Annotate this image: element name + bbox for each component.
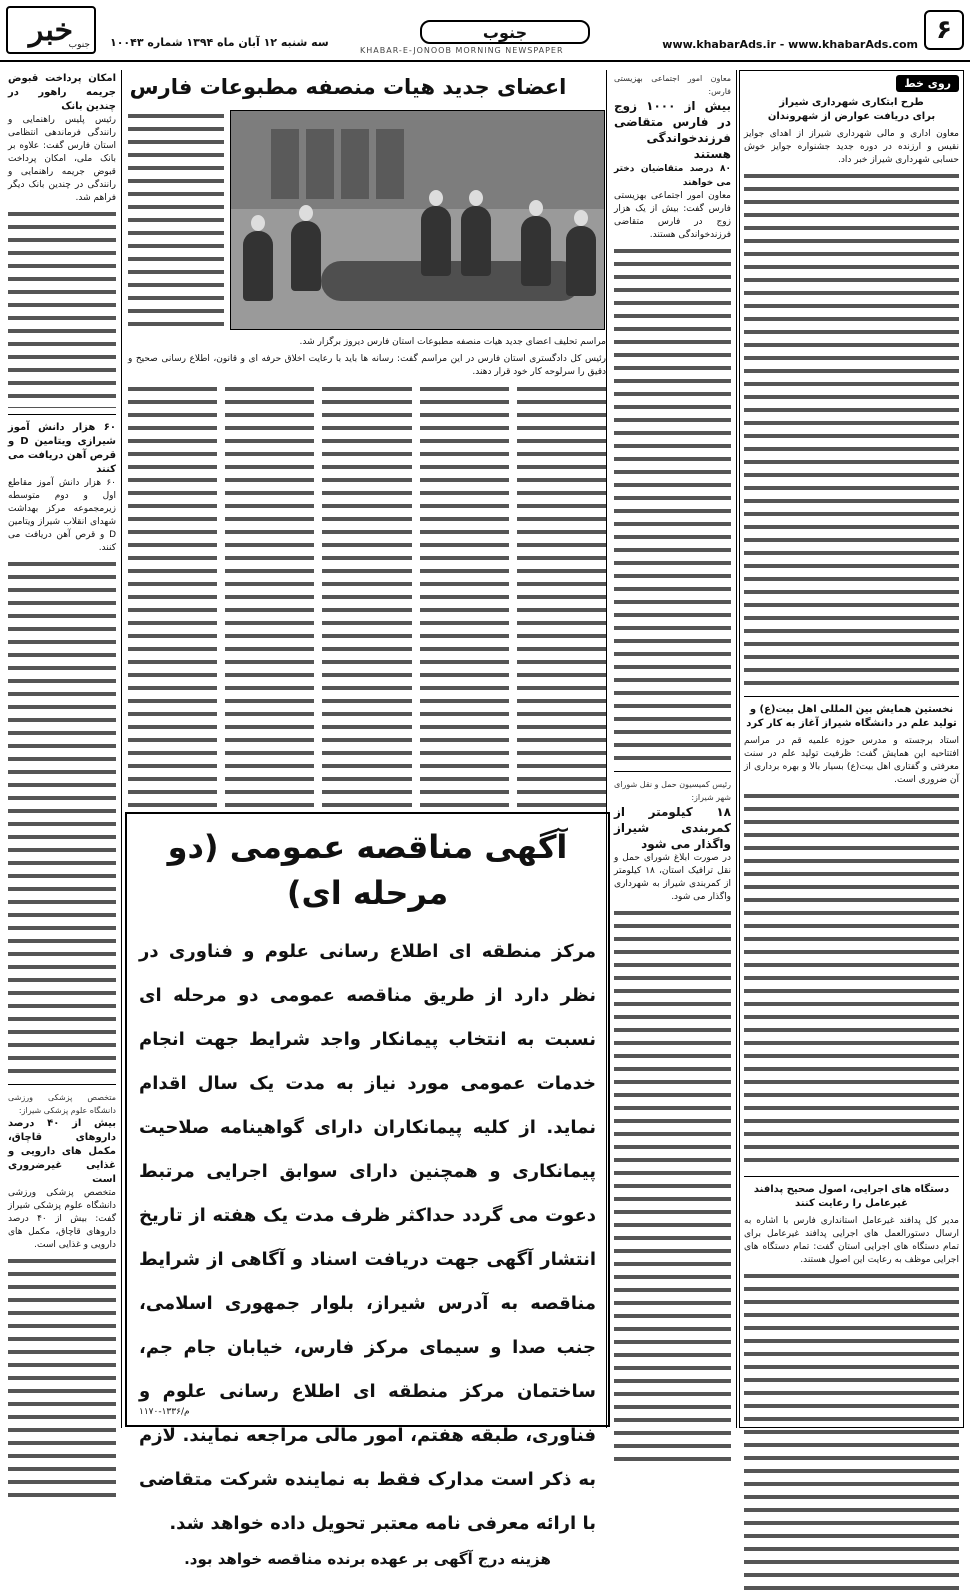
issue-date: سه شنبه ۱۲ آبان ماه ۱۳۹۴ شماره ۱۰۰۴۳ xyxy=(110,36,329,49)
left-story3-lead: متخصص پزشکی ورزشی دانشگاه علوم پزشکی شیراز گفت: بیش از ۴۰ درصد داروهای قاچاق، مکمل های دارویی و غذایی است. xyxy=(8,1188,116,1250)
story-lead: معاون امور اجتماعی بهزیستی فارس گفت: بیش از یک هزار زوج در فارس متقاضی فرزندخواندگی هستند. xyxy=(614,191,731,240)
story2-lead: در صورت ابلاغ شورای حمل و نقل ترافیک استان، ۱۸ کیلومتر از کمربندی شیراز به شهرداری واگذار می شود. xyxy=(614,853,731,902)
divider xyxy=(614,771,731,772)
left-story1-lead: رئیس پلیس راهنمایی و رانندگی فرماندهی انتظامی استان فارس گفت: علاوه بر بانک ملی، امکان پرداخت قبوض جریمه راهنمایی و رانندگی در چندین بانک دیگر فراهم شد. xyxy=(8,115,116,203)
logo-text: خبر xyxy=(28,12,74,48)
logo-subtext: جنوب xyxy=(68,40,90,50)
left-column xyxy=(6,70,118,1428)
column-rule xyxy=(121,70,122,1428)
left-story2-lead: ۶۰ هزار دانش آموز مقاطع اول و دوم متوسطه زیرمجموعه مرکز بهداشت شهدای انقلاب شیراز ویتامین D و قرص آهن دریافت می کنند. xyxy=(8,478,116,553)
story3-title: دستگاه های اجرایی، اصول صحیح پدافند غیرعامل را رعایت کنند xyxy=(753,1184,950,1209)
story1-title: طرح ابتکاری شهرداری شیراز برای دریافت عوارض از شهروندان xyxy=(767,97,936,122)
ad-code: م/۱۳۳۶-۱۱۷۰ xyxy=(139,1407,190,1417)
left-story2-body xyxy=(8,558,116,1078)
tender-advertisement xyxy=(125,812,610,1568)
second-column xyxy=(611,70,734,1428)
story2-body xyxy=(744,790,959,1170)
left-story1-body xyxy=(8,208,116,408)
divider xyxy=(744,696,959,697)
divider xyxy=(744,1176,959,1177)
main-story-col-left xyxy=(128,110,224,330)
section-title: جنوب xyxy=(420,20,590,44)
ad-footer: هزینه درج آگهی بر عهده برنده مناقصه خواهد بود. xyxy=(184,1550,551,1568)
left-story3-body xyxy=(8,1255,116,1505)
story-subtitle: ۸۰ درصد متقاضیان دختر می خواهند xyxy=(614,164,731,188)
masthead xyxy=(0,0,970,62)
story3-lead: مدیر کل پدافند غیرعامل استانداری فارس با اشاره به ارسال دستورالعمل های اجرایی پدافند غیرعامل برای تمام دستگاه های اجرایی استان گفت: تمام دستگاه های اجرایی موظف به رعایت این اصول هستند. xyxy=(744,1216,959,1265)
column-tag: روی خط xyxy=(896,75,959,92)
story1-lead: معاون اداری و مالی شهرداری شیراز از اهدای جوایز نقیس و ارزنده در دوره جدید جشنواره جوایز خوش حسابی شهرداری شیراز خبر داد. xyxy=(744,129,959,165)
ad-body: مرکز منطقه ای اطلاع رسانی علوم و فناوری در نظر دارد از طریق مناقصه عمومی دو مرحله ای نسبت به انتخاب پیمانکار واجد شرایط جهت انجام خدمات عمومی مورد نیاز به مدت یک سال اقدام نماید. از کلیه پیمانکاران دارای گواهینامه صلاحیت پیمانکاری و همچنین دارای سوابق اجرایی مرتبط دعوت می گردد حداکثر ظرف مدت یک هفته از تاریخ انتشار آگهی جهت دریافت اسناد و آگاهی از شرایط مناقصه به آدرس شیراز، بلوار جمهوری اسلامی، جنب صدا و سیمای مرکز فارس، خیابان جام جم، ساختمان مرکز منطقه ای اطلاع رسانی علوم و فناوری، طبقه هفتم، امور مالی مراجعه نمایند. لازم به ذکر است مدارک فقط به نماینده شرکت متقاضی با ارائه معرفی نامه معتبر تحویل داده خواهد شد. xyxy=(139,941,596,1534)
divider xyxy=(8,414,116,415)
main-story-body xyxy=(128,336,606,806)
story2-body xyxy=(614,907,731,1467)
right-column xyxy=(739,70,964,1428)
newspaper-logo xyxy=(6,6,96,54)
story3-body xyxy=(744,1270,959,1590)
page-number: ۶ xyxy=(924,10,964,50)
left-story3-kicker: متخصص پزشکی ورزشی دانشگاه علوم پزشکی شیراز: xyxy=(8,1093,116,1115)
story-body xyxy=(614,245,731,765)
english-name: KHABAR-E-JONOOB MORNING NEWSPAPER xyxy=(360,46,564,55)
left-story2-title: ۶۰ هزار دانش آموز شیرازی ویتامین D و قرص آهن دریافت می کنند xyxy=(8,422,116,475)
story2-title: نخستین همایش بین المللی اهل بیت(ع) و تولید علم در دانشگاه شیراز آغاز به کار کرد xyxy=(746,704,957,729)
divider xyxy=(8,1084,116,1085)
main-headline: اعضای جدید هیات منصفه مطبوعات فارس xyxy=(129,75,567,99)
left-story1-title: امکان پرداخت قبوض جریمه راهور در چندین بانک xyxy=(8,73,116,112)
ad-title: آگهی مناقصه عمومی (دو مرحله ای) xyxy=(167,828,568,912)
story-kicker: معاون امور اجتماعی بهزیستی فارس: xyxy=(614,74,731,96)
news-photo xyxy=(230,110,605,330)
story2-kicker: رئیس کمیسیون حمل و نقل شورای شهر شیراز: xyxy=(614,780,731,802)
main-story-lead: مراسم تحلیف اعضای جدید هیات منصفه مطبوعات استان فارس دیروز برگزار شد. xyxy=(299,337,606,347)
column-rule xyxy=(736,70,737,1428)
story2-title: ۱۸ کیلومتر از کمربندی شیراز واگذار می شود xyxy=(614,805,731,851)
story1-body xyxy=(744,170,959,690)
story2-lead: استاد برجسته و مدرس حوزه علمیه قم در مراسم افتتاحیه این همایش گفت: ظرفیت تولید علم در سنت معرفتی و گفتاری اهل بیت(ع) بسیار بالا و بهره برداری از آن ضروری است. xyxy=(744,736,959,785)
website-address: www.khabarAds.ir - www.khabarAds.com xyxy=(662,38,918,51)
main-story-paragraph: رئیس کل دادگستری استان فارس در این مراسم گفت: رسانه ها باید با رعایت اخلاق حرفه ای و قانون، اطلاع رسانی صحیح و دقیق را سرلوحه کار خود قرار دهند. xyxy=(128,354,606,377)
left-story3-title: بیش از ۴۰ درصد داروهای قاچاق، مکمل های دارویی و غذایی غیرضروری است xyxy=(8,1118,116,1185)
story-title: بیش از ۱۰۰۰ زوج در فارس متقاضی فرزندخواندگی هستند xyxy=(614,99,731,161)
